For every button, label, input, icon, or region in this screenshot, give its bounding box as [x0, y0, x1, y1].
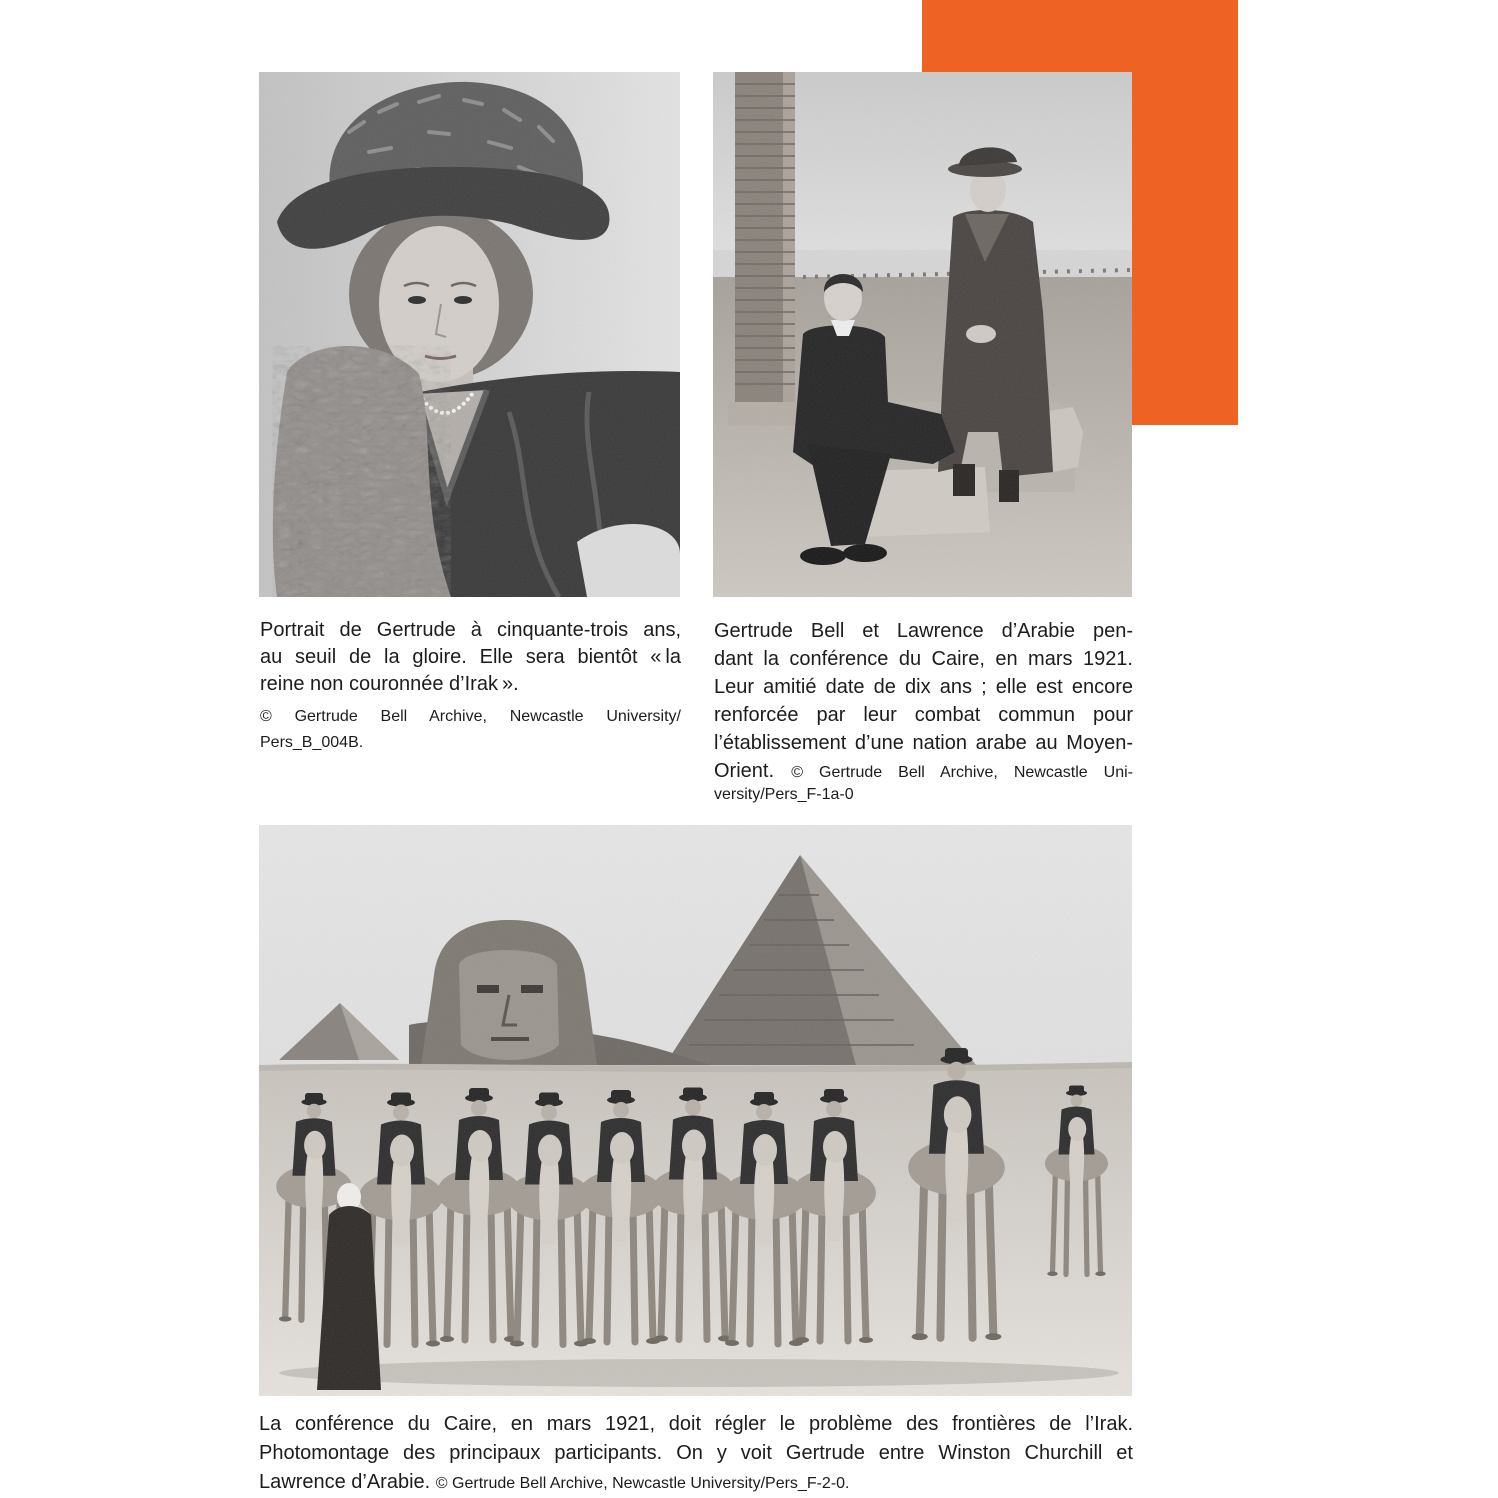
- caption-line: au seuil de la gloire. Elle sera bientôt « la: [260, 646, 681, 668]
- caption-line: renforcée par leur combat commun pour: [714, 704, 1133, 726]
- portrait-photo: [259, 72, 680, 597]
- bell-lawrence-caption: [714, 617, 1133, 805]
- photo-credit: [260, 704, 681, 756]
- conference-caption: [259, 1410, 1133, 1497]
- caption-line: dant la conférence du Caire, en mars 1921.: [714, 648, 1133, 670]
- credit-line: Pers_B_004B.: [260, 734, 364, 751]
- caption-line: La conférence du Caire, en mars 1921, doit régler le problème des frontières de l’Irak.: [259, 1413, 1133, 1435]
- portrait-caption: [260, 617, 681, 756]
- caption-line: Leur amitié date de dix ans ; elle est encore: [714, 676, 1133, 698]
- credit-line: versity/Pers_F-1a-0: [714, 786, 854, 803]
- caption-line: reine non couronnée d’Irak ».: [260, 673, 519, 695]
- caption-line: Photomontage des principaux participants. On y voit Gertrude entre Winston Churchill et: [259, 1442, 1133, 1464]
- photo-credit: © Gertrude Bell Archive, Newcastle University/Pers_F-2-0.: [435, 1475, 850, 1492]
- caption-line: Portrait de Gertrude à cinquante-trois ans,: [260, 619, 681, 641]
- bell-lawrence-photo: [713, 72, 1132, 597]
- caption-line: [259, 1468, 1133, 1497]
- caption-text: Orient.: [714, 760, 775, 782]
- caption-line: [714, 757, 1133, 785]
- caption-text: Lawrence d’Arabie.: [259, 1471, 431, 1493]
- caption-line: l’établissement d’une nation arabe au Moyen-: [714, 732, 1133, 754]
- caption-line: Gertrude Bell et Lawrence d’Arabie pen-: [714, 620, 1133, 642]
- cairo-conference-photo: [259, 825, 1132, 1396]
- credit-line: © Gertrude Bell Archive, Newcastle University/: [260, 708, 681, 725]
- photo-credit: © Gertrude Bell Archive, Newcastle Uni-: [791, 764, 1134, 781]
